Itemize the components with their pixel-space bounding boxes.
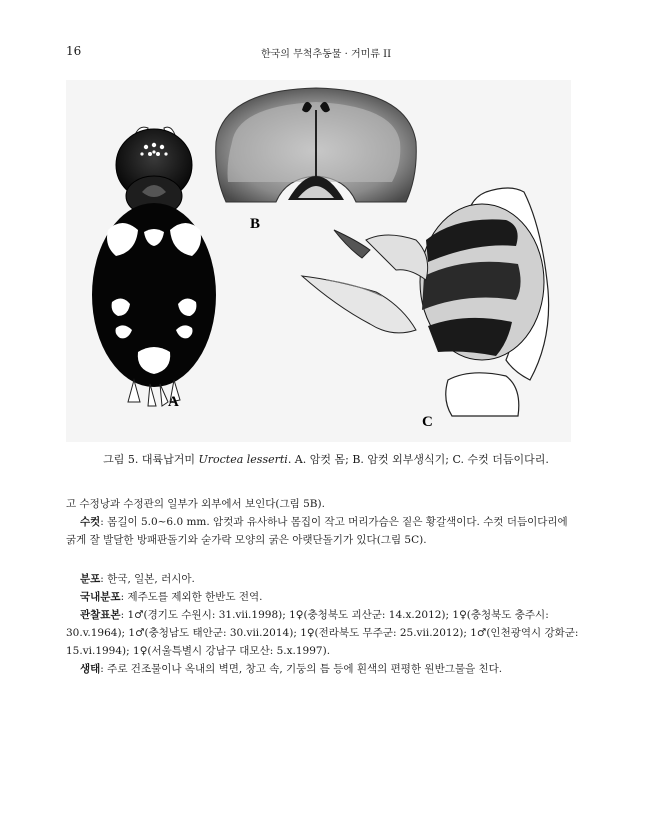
distribution bbox=[66, 570, 580, 588]
male-text: : 몸길이 5.0~6.0 mm. 암컷과 유사하나 몸집이 작고 머리가슴은 짙은 황갈색이다. 수컷 더듬이다리에 굵게 잘 발달한 방패판돌기와 숟가락 모양의 굵은 아랫단돌기가 있다(그림 5C). bbox=[66, 516, 568, 546]
caption-suffix: . A. 암컷 몸; B. 암컷 외부생식기; C. 수컷 더듬이다리. bbox=[287, 453, 549, 466]
korean-distribution bbox=[66, 588, 580, 606]
caption-species: Uroctea lesserti bbox=[198, 453, 288, 466]
korean-distribution-text: : 제주도를 제외한 한반도 전역. bbox=[120, 591, 263, 603]
figure-caption bbox=[0, 451, 652, 467]
panel-a-spider-body bbox=[92, 127, 216, 406]
page-header bbox=[0, 44, 652, 60]
figure-5 bbox=[66, 80, 571, 442]
male-label: 수컷 bbox=[80, 516, 101, 528]
ecology-label: 생태 bbox=[80, 663, 101, 675]
continuation-line: 고 수정낭과 수정관의 일부가 외부에서 보인다(그림 5B). bbox=[66, 498, 325, 510]
distribution-label: 분포 bbox=[80, 573, 101, 585]
paragraph-description bbox=[66, 495, 580, 549]
figure-illustration bbox=[66, 80, 571, 442]
specimens-text: : 1♂(경기도 수원시: 31.vii.1998); 1♀(충청북도 괴산군: 14.x.2012); 1♀(충청북도 충주시: 30.v.1964); 1♂(충청남도 태안군: 30.vii.2014); 1♀(전라북도 무주군: 25.vii.2012); 1♂(인천광역시 강화군: 15.vi.1994); 1♀(서울특별시 강남구 대모산: 5.x.1997). bbox=[66, 609, 579, 657]
specimens-label: 관찰표본 bbox=[80, 609, 121, 621]
korean-distribution-label: 국내분포 bbox=[80, 591, 121, 603]
panel-label-c: C bbox=[422, 414, 433, 430]
specimens-examined bbox=[66, 606, 580, 660]
ecology bbox=[66, 660, 580, 678]
distribution-text: : 한국, 일본, 러시아. bbox=[100, 573, 195, 585]
caption-prefix: 그림 5. 대륙납거미 bbox=[103, 453, 199, 466]
ecology-text: : 주로 건조물이나 옥내의 벽면, 창고 속, 기둥의 틈 등에 흰색의 편평한 원반그물을 친다. bbox=[100, 663, 503, 675]
paragraph-records bbox=[66, 570, 580, 678]
male-description bbox=[66, 513, 580, 549]
panel-c-male-palp bbox=[302, 188, 549, 416]
page-number: 16 bbox=[66, 44, 82, 58]
panel-b-epigyne bbox=[216, 88, 417, 202]
panel-label-a: A bbox=[168, 394, 179, 410]
panel-label-b: B bbox=[250, 216, 261, 232]
running-title: 한국의 무척추동물 · 거미류 II bbox=[260, 49, 392, 60]
